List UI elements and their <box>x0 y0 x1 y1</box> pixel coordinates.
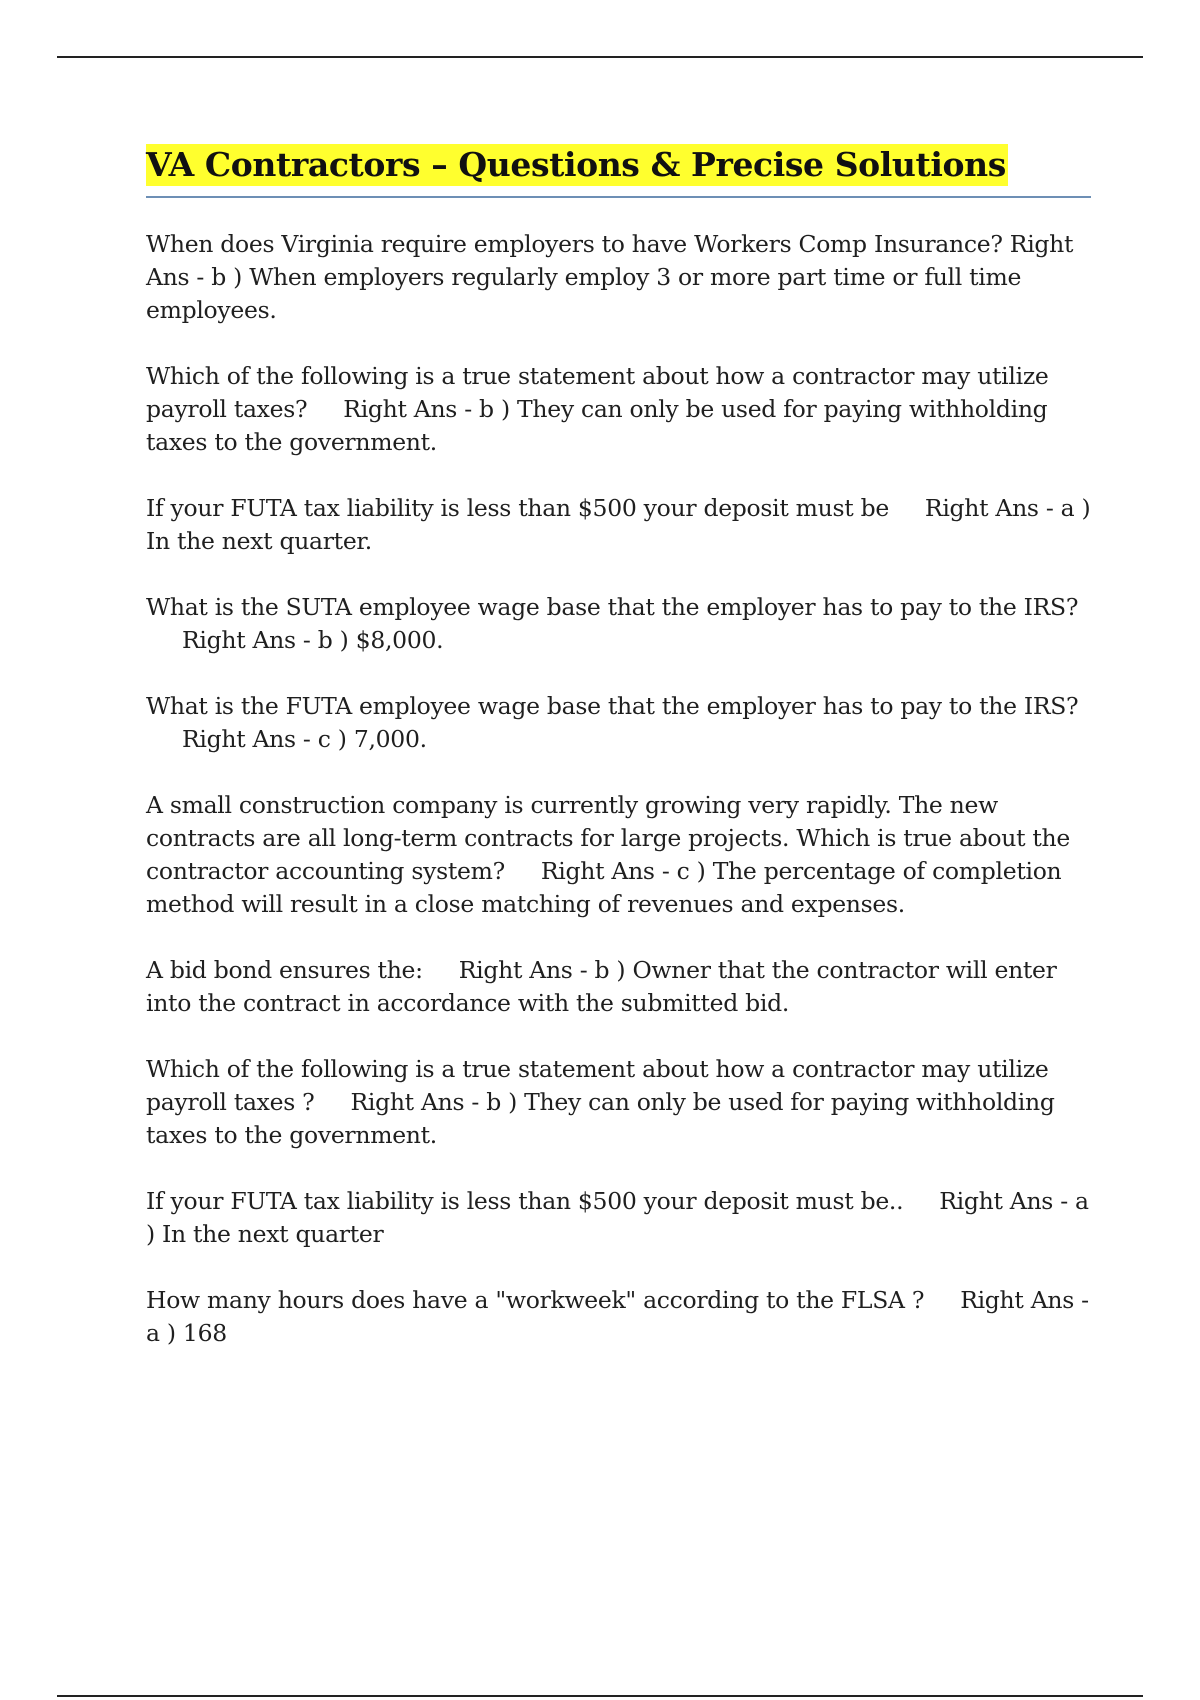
qa-item <box>146 1053 1091 1152</box>
question-text: If your FUTA tax liability is less than $500 your deposit must be <box>146 494 889 522</box>
answer-text: Right Ans - b ) When employers regularly employ 3 or more part time or full time employees. <box>146 230 1074 324</box>
question-text: If your FUTA tax liability is less than $500 your deposit must be.. <box>146 1187 904 1215</box>
title-block <box>146 144 1091 198</box>
answer-text: Right Ans - a ) 168 <box>146 1286 1089 1347</box>
answer-text: Right Ans - b ) $8,000. <box>182 626 444 654</box>
qa-item <box>146 1185 1091 1251</box>
qa-item <box>146 228 1091 327</box>
answer-text: Right Ans - b ) They can only be used for paying withholding taxes to the government. <box>146 395 1048 456</box>
answer-text: Right Ans - c ) The percentage of completion method will result in a close matching of revenues and expenses. <box>146 857 1062 918</box>
answer-text: Right Ans - c ) 7,000. <box>182 725 427 753</box>
qa-item <box>146 789 1091 921</box>
question-text: What is the SUTA employee wage base that the employer has to pay to the IRS? <box>146 593 1079 621</box>
page-bottom-rule <box>57 1695 1143 1697</box>
question-text: A bid bond ensures the: <box>146 956 423 984</box>
qa-item <box>146 492 1091 558</box>
page-top-rule <box>57 56 1143 58</box>
document-title: VA Contractors – Questions & Precise Solutions <box>146 145 1006 184</box>
qa-item <box>146 591 1091 657</box>
qa-item <box>146 690 1091 756</box>
answer-text: Right Ans - b ) Owner that the contractor will enter into the contract in accordance with the submitted bid. <box>146 956 1057 1017</box>
answer-text: Right Ans - a ) In the next quarter <box>146 1187 1089 1248</box>
question-text: When does Virginia require employers to have Workers Comp Insurance? <box>146 230 1003 258</box>
question-text: How many hours does have a "workweek" according to the FLSA ? <box>146 1286 925 1314</box>
qa-item <box>146 360 1091 459</box>
question-text: Which of the following is a true statement about how a contractor may utilize payroll taxes? <box>146 362 1049 423</box>
answer-text: Right Ans - a ) In the next quarter. <box>146 494 1091 555</box>
qa-list <box>146 228 1091 1350</box>
question-text: A small construction company is currently growing very rapidly. The new contracts are all long-term contracts for large projects. Which is true about the contractor accounting system? <box>146 791 1070 885</box>
document-body <box>146 144 1091 1383</box>
qa-item <box>146 1284 1091 1350</box>
question-text: Which of the following is a true statement about how a contractor may utilize payroll taxes ? <box>146 1055 1049 1116</box>
answer-text: Right Ans - b ) They can only be used for paying withholding taxes to the government. <box>146 1088 1055 1149</box>
qa-item <box>146 954 1091 1020</box>
question-text: What is the FUTA employee wage base that the employer has to pay to the IRS? <box>146 692 1079 720</box>
